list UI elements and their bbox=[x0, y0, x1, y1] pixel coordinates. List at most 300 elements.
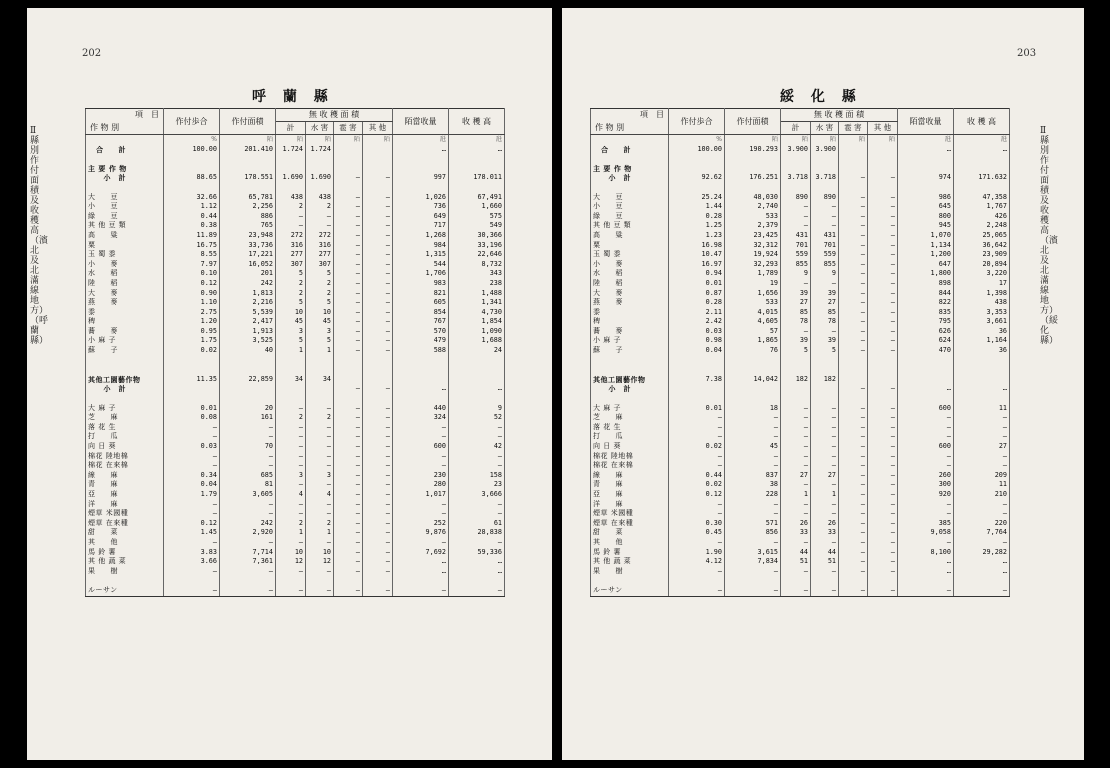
table-row bbox=[591, 221, 1010, 231]
value-cell bbox=[276, 356, 306, 366]
value-cell: — bbox=[276, 432, 306, 442]
value-cell: — bbox=[725, 500, 781, 510]
value-cell: — bbox=[781, 586, 811, 596]
header-ratio: 作付歩合 bbox=[164, 109, 220, 135]
value-cell: 1 bbox=[781, 490, 811, 500]
value-cell: 544 bbox=[393, 260, 449, 270]
crop-name: 主 要 作 物 bbox=[591, 164, 669, 174]
value-cell: 997 bbox=[393, 173, 449, 183]
value-cell: — bbox=[449, 423, 505, 433]
value-cell: — bbox=[334, 250, 363, 260]
value-cell: 1,789 bbox=[725, 269, 781, 279]
value-cell: — bbox=[839, 279, 868, 289]
value-cell bbox=[220, 164, 276, 174]
value-cell: 3.718 bbox=[811, 173, 839, 183]
value-cell: 8.55 bbox=[164, 250, 220, 260]
value-cell: 2,740 bbox=[725, 202, 781, 212]
value-cell: 0.44 bbox=[164, 212, 220, 222]
value-cell: 2,920 bbox=[220, 528, 276, 538]
value-cell: 1.23 bbox=[669, 231, 725, 241]
unit-cell: 陌 bbox=[306, 135, 334, 145]
table-row bbox=[591, 164, 1010, 174]
table-row bbox=[591, 308, 1010, 318]
value-cell: 1 bbox=[276, 528, 306, 538]
value-cell: — bbox=[334, 231, 363, 241]
value-cell: — bbox=[725, 423, 781, 433]
table-row bbox=[86, 356, 505, 366]
value-cell: — bbox=[811, 452, 839, 462]
value-cell: — bbox=[868, 269, 898, 279]
value-cell bbox=[393, 164, 449, 174]
value-cell: 27 bbox=[954, 442, 1010, 452]
value-cell: 571 bbox=[725, 519, 781, 529]
value-cell bbox=[363, 375, 393, 385]
value-cell: 25,065 bbox=[954, 231, 1010, 241]
crop-name: 蕎 麥 bbox=[591, 327, 669, 337]
value-cell: 1.79 bbox=[164, 490, 220, 500]
value-cell bbox=[839, 164, 868, 174]
value-cell: 4.12 bbox=[669, 557, 725, 567]
value-cell: — bbox=[334, 384, 363, 394]
value-cell: — bbox=[868, 528, 898, 538]
value-cell: 0.45 bbox=[669, 528, 725, 538]
value-cell: 1.25 bbox=[669, 221, 725, 231]
value-cell bbox=[781, 356, 811, 366]
value-cell: 33 bbox=[781, 528, 811, 538]
header-harvest: 收 穫 高 bbox=[954, 109, 1010, 135]
crop-name: 棉花 陸地棉 bbox=[86, 452, 164, 462]
value-cell: 2 bbox=[276, 413, 306, 423]
value-cell: — bbox=[306, 452, 334, 462]
table-row bbox=[591, 480, 1010, 490]
value-cell: 2 bbox=[306, 279, 334, 289]
value-cell: 1,268 bbox=[393, 231, 449, 241]
value-cell: 26 bbox=[811, 519, 839, 529]
value-cell: — bbox=[669, 413, 725, 423]
value-cell: 78 bbox=[811, 317, 839, 327]
crop-name: 向 日 葵 bbox=[86, 442, 164, 452]
crop-name: 向 日 葵 bbox=[591, 442, 669, 452]
value-cell: 26 bbox=[781, 519, 811, 529]
table-row bbox=[591, 154, 1010, 164]
crop-name: 亞 麻 bbox=[86, 490, 164, 500]
crop-name bbox=[591, 183, 669, 193]
crop-name: 燕 麥 bbox=[86, 298, 164, 308]
value-cell bbox=[363, 576, 393, 586]
value-cell: 438 bbox=[276, 193, 306, 203]
crop-name: ルーサン bbox=[591, 586, 669, 596]
value-cell: 5 bbox=[306, 298, 334, 308]
value-cell: 0.03 bbox=[164, 442, 220, 452]
value-cell: 600 bbox=[393, 442, 449, 452]
value-cell: 5 bbox=[781, 346, 811, 356]
value-cell: — bbox=[811, 480, 839, 490]
crop-name: 小 麻 子 bbox=[86, 336, 164, 346]
value-cell: 7,764 bbox=[954, 528, 1010, 538]
value-cell: 605 bbox=[393, 298, 449, 308]
value-cell: — bbox=[839, 346, 868, 356]
table-row bbox=[591, 356, 1010, 366]
value-cell: — bbox=[868, 423, 898, 433]
value-cell: 161 bbox=[220, 413, 276, 423]
value-cell: 3,661 bbox=[954, 317, 1010, 327]
value-cell: — bbox=[363, 471, 393, 481]
table-row bbox=[591, 452, 1010, 462]
value-cell: 974 bbox=[898, 173, 954, 183]
value-cell bbox=[898, 356, 954, 366]
crop-name: 合 計 bbox=[591, 145, 669, 155]
value-cell: 2 bbox=[276, 519, 306, 529]
table-row bbox=[591, 586, 1010, 596]
crop-name: 稗 bbox=[591, 317, 669, 327]
value-cell: — bbox=[839, 173, 868, 183]
header-sub-flood: 水 害 bbox=[811, 122, 839, 135]
value-cell: 0.02 bbox=[669, 480, 725, 490]
value-cell bbox=[839, 183, 868, 193]
value-cell: 24 bbox=[449, 346, 505, 356]
value-cell bbox=[306, 183, 334, 193]
value-cell: 795 bbox=[898, 317, 954, 327]
crop-name: 煙草 米國種 bbox=[86, 509, 164, 519]
value-cell bbox=[393, 183, 449, 193]
value-cell: 1.724 bbox=[276, 145, 306, 155]
value-cell bbox=[811, 384, 839, 394]
value-cell: 7,692 bbox=[393, 548, 449, 558]
value-cell: — bbox=[811, 413, 839, 423]
value-cell: — bbox=[954, 586, 1010, 596]
value-cell: — bbox=[334, 586, 363, 596]
value-cell: — bbox=[220, 567, 276, 577]
value-cell: 0.34 bbox=[164, 471, 220, 481]
value-cell: 32.66 bbox=[164, 193, 220, 203]
value-cell: 4 bbox=[276, 490, 306, 500]
header-area: 作付面積 bbox=[725, 109, 781, 135]
value-cell: — bbox=[839, 298, 868, 308]
value-cell: — bbox=[954, 500, 1010, 510]
value-cell bbox=[839, 154, 868, 164]
value-cell: — bbox=[839, 480, 868, 490]
table-row bbox=[591, 471, 1010, 481]
value-cell bbox=[669, 356, 725, 366]
value-cell: — bbox=[839, 452, 868, 462]
table-row bbox=[86, 212, 505, 222]
value-cell: 2,417 bbox=[220, 317, 276, 327]
value-cell: 0.01 bbox=[669, 279, 725, 289]
value-cell: — bbox=[781, 461, 811, 471]
table-row bbox=[86, 586, 505, 596]
value-cell: 242 bbox=[220, 519, 276, 529]
table-row bbox=[86, 193, 505, 203]
value-cell: 201.410 bbox=[220, 145, 276, 155]
value-cell: — bbox=[164, 538, 220, 548]
value-cell: — bbox=[334, 202, 363, 212]
value-cell bbox=[334, 356, 363, 366]
value-cell bbox=[811, 394, 839, 404]
table-row bbox=[591, 490, 1010, 500]
table-row bbox=[591, 279, 1010, 289]
value-cell: — bbox=[839, 528, 868, 538]
table-row bbox=[86, 404, 505, 414]
value-cell: 438 bbox=[954, 298, 1010, 308]
value-cell: — bbox=[363, 528, 393, 538]
value-cell bbox=[898, 365, 954, 375]
value-cell: — bbox=[393, 461, 449, 471]
value-cell bbox=[306, 164, 334, 174]
value-cell bbox=[276, 164, 306, 174]
value-cell: — bbox=[363, 298, 393, 308]
value-cell bbox=[811, 356, 839, 366]
value-cell: — bbox=[868, 471, 898, 481]
value-cell: — bbox=[839, 509, 868, 519]
value-cell bbox=[220, 384, 276, 394]
value-cell: 85 bbox=[811, 308, 839, 318]
value-cell: — bbox=[954, 452, 1010, 462]
crop-name: 其 他 蔬 菜 bbox=[591, 557, 669, 567]
value-cell: 44 bbox=[781, 548, 811, 558]
value-cell: — bbox=[811, 509, 839, 519]
table-row bbox=[86, 145, 505, 155]
value-cell: — bbox=[164, 500, 220, 510]
page-number-left: 202 bbox=[82, 48, 102, 59]
value-cell: 25.24 bbox=[669, 193, 725, 203]
value-cell: 252 bbox=[393, 519, 449, 529]
unit-cell: 陌 bbox=[868, 135, 898, 145]
value-cell: — bbox=[220, 586, 276, 596]
crop-name: 馬 鈴 薯 bbox=[86, 548, 164, 558]
table-row bbox=[591, 317, 1010, 327]
value-cell: 39 bbox=[811, 336, 839, 346]
value-cell: — bbox=[393, 509, 449, 519]
crop-name: 其他工園藝作物 bbox=[86, 375, 164, 385]
table-row bbox=[591, 260, 1010, 270]
table-row bbox=[86, 346, 505, 356]
value-cell: — bbox=[220, 509, 276, 519]
value-cell: — bbox=[839, 538, 868, 548]
value-cell bbox=[363, 154, 393, 164]
crop-name: 亞 麻 bbox=[591, 490, 669, 500]
unit-cell: % bbox=[669, 135, 725, 145]
value-cell bbox=[725, 164, 781, 174]
value-cell: 3 bbox=[306, 471, 334, 481]
value-cell: — bbox=[363, 423, 393, 433]
value-cell: 23,909 bbox=[954, 250, 1010, 260]
value-cell: — bbox=[363, 327, 393, 337]
value-cell: — bbox=[363, 557, 393, 567]
table-row bbox=[86, 480, 505, 490]
value-cell: 4,015 bbox=[725, 308, 781, 318]
value-cell: — bbox=[164, 509, 220, 519]
value-cell: 1,688 bbox=[449, 336, 505, 346]
crop-name: 果 樹 bbox=[591, 567, 669, 577]
value-cell: — bbox=[306, 509, 334, 519]
value-cell: 23,425 bbox=[725, 231, 781, 241]
crop-name bbox=[591, 365, 669, 375]
value-cell: — bbox=[839, 413, 868, 423]
value-cell: — bbox=[811, 432, 839, 442]
table-row bbox=[86, 423, 505, 433]
value-cell: 1,200 bbox=[898, 250, 954, 260]
value-cell: 854 bbox=[393, 308, 449, 318]
value-cell: 51 bbox=[811, 557, 839, 567]
value-cell: — bbox=[334, 548, 363, 558]
value-cell: — bbox=[725, 538, 781, 548]
value-cell bbox=[276, 576, 306, 586]
crop-name: 小 計 bbox=[591, 173, 669, 183]
unit-cell: 瓩 bbox=[898, 135, 954, 145]
crop-name bbox=[591, 154, 669, 164]
crop-name bbox=[591, 394, 669, 404]
value-cell: 533 bbox=[725, 212, 781, 222]
value-cell: — bbox=[334, 567, 363, 577]
crop-name: 綠 豆 bbox=[591, 212, 669, 222]
crop-name: 落 花 生 bbox=[591, 423, 669, 433]
value-cell: — bbox=[334, 289, 363, 299]
value-cell: — bbox=[393, 538, 449, 548]
value-cell: — bbox=[868, 336, 898, 346]
crop-name bbox=[86, 356, 164, 366]
header-item-crop: 項 目 作 物 別 bbox=[86, 109, 164, 135]
table-row bbox=[86, 164, 505, 174]
value-cell: — bbox=[363, 500, 393, 510]
value-cell bbox=[276, 154, 306, 164]
value-cell: 67,491 bbox=[449, 193, 505, 203]
value-cell bbox=[220, 365, 276, 375]
crop-name: 小 豆 bbox=[591, 202, 669, 212]
value-cell: — bbox=[363, 231, 393, 241]
value-cell: … bbox=[393, 567, 449, 577]
value-cell: — bbox=[363, 538, 393, 548]
crop-name: 蕎 麥 bbox=[86, 327, 164, 337]
value-cell: — bbox=[334, 490, 363, 500]
value-cell bbox=[898, 375, 954, 385]
value-cell bbox=[363, 145, 393, 155]
value-cell: 17,221 bbox=[220, 250, 276, 260]
value-cell: 0.28 bbox=[669, 212, 725, 222]
value-cell: — bbox=[276, 586, 306, 596]
value-cell bbox=[839, 394, 868, 404]
table-row bbox=[86, 442, 505, 452]
value-cell: 280 bbox=[393, 480, 449, 490]
value-cell: — bbox=[839, 548, 868, 558]
crop-name: 合 計 bbox=[86, 145, 164, 155]
value-cell: 57 bbox=[725, 327, 781, 337]
crop-name: 小 麻 子 bbox=[591, 336, 669, 346]
value-cell: 307 bbox=[306, 260, 334, 270]
value-cell bbox=[898, 576, 954, 586]
value-cell: 16.98 bbox=[669, 241, 725, 251]
value-cell: — bbox=[164, 452, 220, 462]
value-cell: 1.75 bbox=[164, 336, 220, 346]
value-cell bbox=[334, 394, 363, 404]
table-row bbox=[591, 193, 1010, 203]
value-cell: — bbox=[449, 461, 505, 471]
value-cell: — bbox=[363, 241, 393, 251]
value-cell bbox=[363, 365, 393, 375]
value-cell: 588 bbox=[393, 346, 449, 356]
value-cell: 3 bbox=[276, 327, 306, 337]
value-cell: 32,293 bbox=[725, 260, 781, 270]
value-cell: — bbox=[839, 221, 868, 231]
unit-cell: 陌 bbox=[363, 135, 393, 145]
crop-name: 黍 bbox=[591, 308, 669, 318]
table-row bbox=[591, 375, 1010, 385]
value-cell: — bbox=[334, 317, 363, 327]
value-cell: — bbox=[449, 509, 505, 519]
crop-name bbox=[86, 394, 164, 404]
value-cell: 29,282 bbox=[954, 548, 1010, 558]
value-cell: 20,894 bbox=[954, 260, 1010, 270]
value-cell: 1 bbox=[306, 346, 334, 356]
value-cell: 1,800 bbox=[898, 269, 954, 279]
value-cell bbox=[898, 154, 954, 164]
value-cell: 3,605 bbox=[220, 490, 276, 500]
value-cell: 1,026 bbox=[393, 193, 449, 203]
value-cell bbox=[449, 356, 505, 366]
value-cell: 8,732 bbox=[449, 260, 505, 270]
value-cell: — bbox=[839, 231, 868, 241]
value-cell: 182 bbox=[811, 375, 839, 385]
value-cell: 2.11 bbox=[669, 308, 725, 318]
value-cell: 2 bbox=[276, 289, 306, 299]
value-cell bbox=[669, 394, 725, 404]
value-cell: 7,834 bbox=[725, 557, 781, 567]
value-cell: — bbox=[669, 452, 725, 462]
value-cell: — bbox=[781, 327, 811, 337]
value-cell: — bbox=[839, 384, 868, 394]
header-sub-hail: 雹 害 bbox=[334, 122, 363, 135]
value-cell: 600 bbox=[898, 404, 954, 414]
table-row bbox=[86, 548, 505, 558]
table-row bbox=[86, 241, 505, 251]
value-cell: 559 bbox=[811, 250, 839, 260]
value-cell bbox=[276, 183, 306, 193]
value-cell: … bbox=[898, 145, 954, 155]
value-cell: 10.47 bbox=[669, 250, 725, 260]
value-cell bbox=[725, 154, 781, 164]
value-cell: — bbox=[363, 336, 393, 346]
value-cell: 33,736 bbox=[220, 241, 276, 251]
value-cell: 16.75 bbox=[164, 241, 220, 251]
value-cell: 1.10 bbox=[164, 298, 220, 308]
table-row bbox=[86, 231, 505, 241]
value-cell: 11 bbox=[954, 480, 1010, 490]
value-cell: 209 bbox=[954, 471, 1010, 481]
value-cell bbox=[781, 384, 811, 394]
table-row bbox=[86, 221, 505, 231]
value-cell: — bbox=[363, 173, 393, 183]
value-cell: — bbox=[868, 509, 898, 519]
value-cell bbox=[954, 154, 1010, 164]
value-cell: — bbox=[363, 490, 393, 500]
value-cell: — bbox=[868, 308, 898, 318]
left-page bbox=[27, 8, 552, 760]
value-cell bbox=[868, 365, 898, 375]
value-cell: — bbox=[954, 509, 1010, 519]
crop-name: 大 豆 bbox=[86, 193, 164, 203]
value-cell: — bbox=[334, 519, 363, 529]
value-cell: — bbox=[669, 423, 725, 433]
value-cell: 44 bbox=[811, 548, 839, 558]
value-cell: 27 bbox=[781, 471, 811, 481]
value-cell: — bbox=[725, 413, 781, 423]
value-cell: 855 bbox=[811, 260, 839, 270]
table-row bbox=[86, 528, 505, 538]
value-cell bbox=[164, 365, 220, 375]
header-item-crop: 項 目 作 物 別 bbox=[591, 109, 669, 135]
table-row bbox=[86, 538, 505, 548]
value-cell: 559 bbox=[781, 250, 811, 260]
value-cell bbox=[868, 154, 898, 164]
